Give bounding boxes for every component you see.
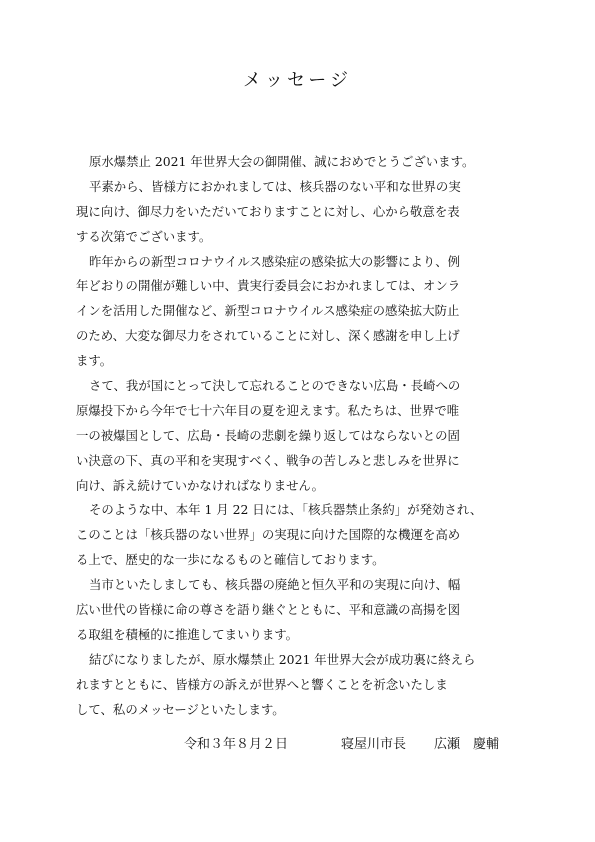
paragraph-5-line-2: このことは「核兵器のない世界」の実現に向けた国際的な機運を高め: [76, 527, 461, 543]
signature-name: 広瀬 慶輔: [434, 737, 500, 752]
signature-title: 寝屋川市長: [341, 737, 407, 752]
paragraph-4-line-5: 向け、訴え続けていかなければなりません。: [76, 477, 325, 493]
paragraph-3-line-1: 昨年からの新型コロナウイルス感染症の感染拡大の影響により、例: [89, 253, 460, 269]
paragraph-4-line-3: 一の被爆国として、広島・長崎の悲劇を繰り返してはならないとの固: [76, 427, 460, 443]
paragraph-4-line-1: さて、我が国にとって決して忘れることのできない広島・長崎への: [89, 378, 461, 394]
message-body: [76, 150, 528, 722]
paragraph-3-line-3: インを活用した開催など、新型コロナウイルス感染症の感染拡大防止: [76, 303, 460, 319]
paragraph-2-line-2: 現に向け、御尽力をいただいておりますことに対し、心から敬意を表: [76, 203, 460, 219]
signature-date: 令和３年８月２日: [184, 737, 289, 752]
paragraph-4-line-2: 原爆投下から今年で七十六年目の夏を迎えます。私たちは、世界で唯: [76, 402, 460, 418]
paragraph-6-line-3: る取組を積極的に推進してまいります。: [76, 626, 299, 642]
paragraph-6-line-1: 当市といたしましても、核兵器の廃絶と恒久平和の実現に向け、幅: [89, 577, 461, 593]
paragraph-2-line-1: 平素から、皆様方におかれましては、核兵器のない平和な世界の実: [89, 178, 461, 194]
page-title: メッセージ: [243, 70, 352, 91]
paragraph-2-line-3: する次第でございます。: [76, 228, 212, 244]
paragraph-3-line-5: ます。: [76, 353, 113, 369]
paragraph-5-line-1: そのような中、本年 1 月 22 日には、「核兵器禁止条約」が発効され、: [89, 502, 483, 518]
paragraph-4-line-4: い決意の下、真の平和を実現すべく、戦争の苦しみと悲しみを世界に: [76, 452, 460, 468]
paragraph-7-line-1: 結びになりましたが、原水爆禁止 2021 年世界大会が成功裏に終えら: [89, 651, 476, 667]
paragraph-1-line-1: 原水爆禁止 2021 年世界大会の御開催、誠におめでとうございます。: [89, 154, 475, 169]
paragraph-3-line-4: のため、大変な御尽力をされていることに対し、深く感謝を申し上げ: [76, 328, 460, 344]
paragraph-3-line-2: 年どおりの開催が難しい中、貴実行委員会におかれましては、オンラ: [76, 278, 461, 294]
paragraph-7-line-3: して、私のメッセージといたします。: [76, 701, 285, 717]
paragraph-5-line-3: る上で、歴史的な一歩になるものと確信しております。: [76, 552, 385, 568]
paragraph-7-line-2: れますとともに、皆様方の訴えが世界へと響くことを祈念いたしま: [76, 676, 448, 692]
paragraph-6-line-2: 広い世代の皆様に命の尊さを語り継ぐとともに、平和意識の高揚を図: [76, 602, 461, 618]
